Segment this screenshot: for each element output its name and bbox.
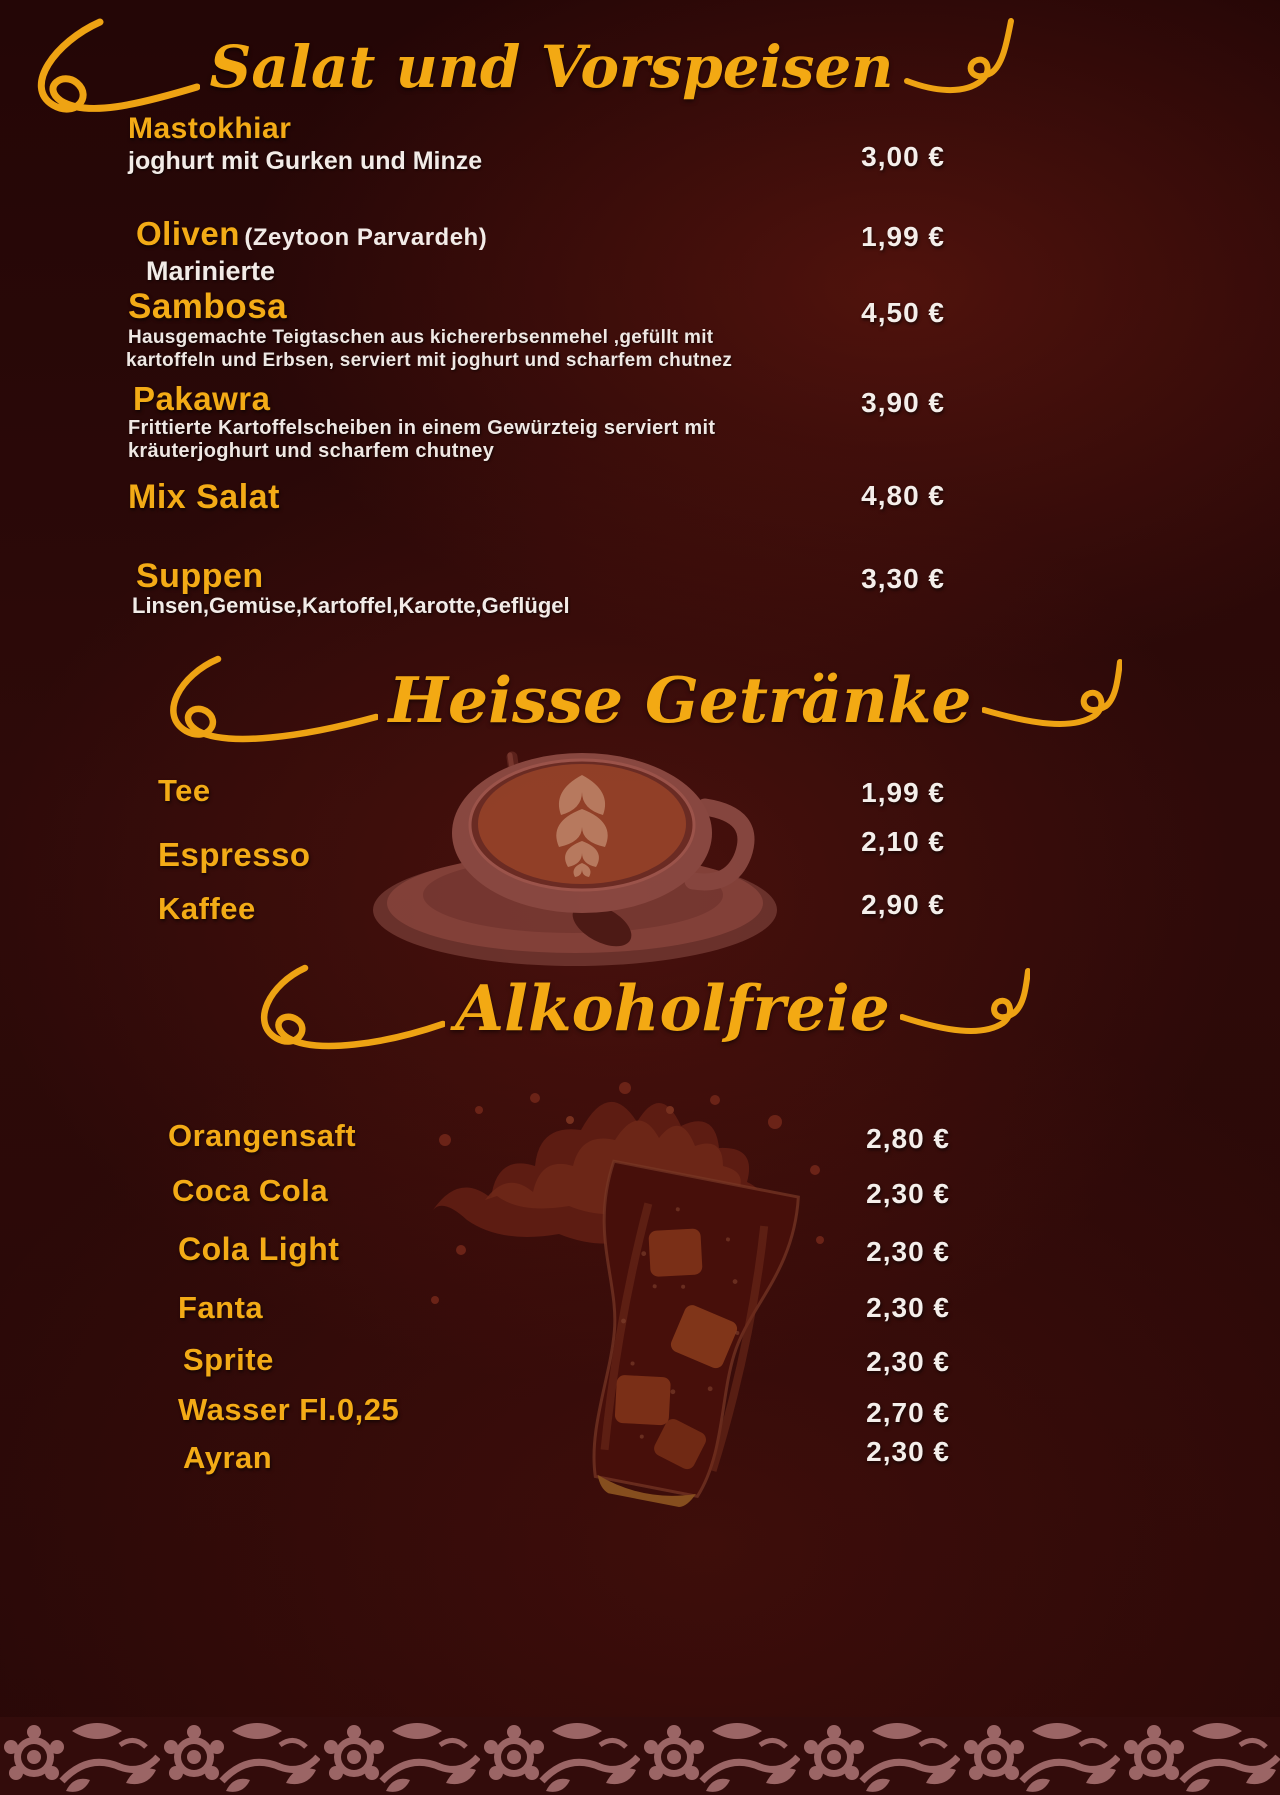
item-description: Frittierte Kartoffelscheiben in einem Gewürzteig serviert mit [128,417,716,439]
item-name: Fanta [178,1290,264,1325]
item-price: 2,10 € [861,826,945,857]
flourish-left-icon [15,17,200,117]
item-price: 3,00 € [861,141,945,172]
item-description: kräuterjoghurt und scharfem chutney [128,440,495,462]
item-price: 1,99 € [861,777,945,808]
item-price: 3,30 € [861,563,945,594]
section-title-salat [95,14,935,119]
cola-splash-image [415,1080,845,1535]
item-price: 4,80 € [861,480,945,511]
flourish-left-icon [158,655,378,745]
flourish-right-icon [900,965,1030,1045]
item-name: Wasser Fl.0,25 [178,1392,400,1427]
section-title-alkoholfreie [195,958,1085,1058]
item-subtitle: joghurt mit Gurken und Minze [128,147,483,175]
item-price: 1,99 € [861,221,945,252]
item-price: 2,30 € [866,1292,950,1323]
item-name: Sprite [183,1342,274,1377]
item-description: Hausgemachte Teigtaschen aus kichererbsenmehel ,gefüllt mit [128,327,714,348]
item-name: Kaffee [158,891,256,926]
flourish-right-icon [903,17,1015,109]
item-name: Ayran [183,1440,273,1475]
item-price: 2,70 € [866,1397,950,1428]
item-name: Suppen [136,557,264,595]
item-subtitle: Marinierte [146,256,276,286]
section-title-text: Heisse Getränke [388,663,972,737]
item-price: 2,30 € [866,1236,950,1267]
item-price: 4,50 € [861,297,945,328]
item-name: Coca Cola [172,1173,329,1208]
flourish-right-icon [982,656,1122,738]
item-name: Sambosa [128,287,288,326]
item-name: Oliven [136,215,240,252]
coffee-cup-image [360,745,790,970]
item-price: 3,90 € [861,387,945,418]
section-title-heisse-getraenke [140,650,1140,750]
item-description: kartoffeln und Erbsen, serviert mit joghurt und scharfem chutnez [126,350,733,371]
item-row [136,215,487,253]
item-name: Orangensaft [168,1118,357,1153]
item-price: 2,80 € [866,1123,950,1154]
item-name: Cola Light [178,1231,340,1267]
flourish-left-icon [250,964,445,1052]
item-name: Pakawra [133,380,271,417]
item-name: Mix Salat [128,478,280,516]
item-price: 2,30 € [866,1436,950,1467]
item-name: Tee [158,773,211,808]
item-price: 2,30 € [866,1178,950,1209]
item-name-suffix: (Zeytoon Parvardeh) [244,224,488,251]
item-name: Espresso [158,836,311,873]
item-price: 2,30 € [866,1346,950,1377]
item-price: 2,90 € [861,889,945,920]
damask-border-pattern [0,1717,1280,1795]
section-title-text: Salat und Vorspeisen [209,32,894,101]
section-title-text: Alkoholfreie [455,971,890,1045]
item-subtitle: Linsen,Gemüse,Kartoffel,Karotte,Geflügel [132,593,570,618]
item-name: Mastokhiar [128,112,292,145]
